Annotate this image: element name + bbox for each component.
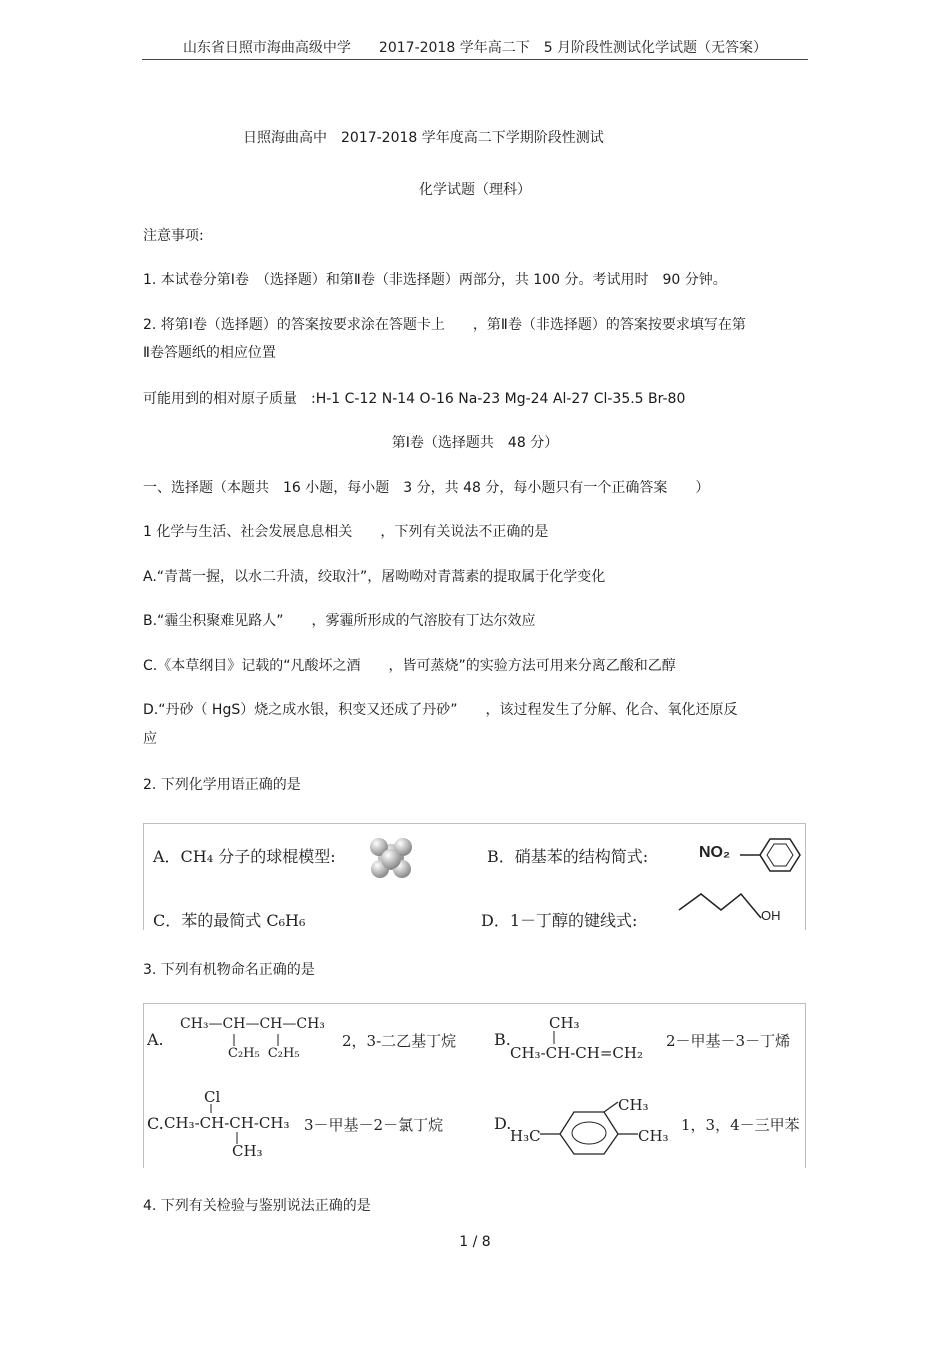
exam-title: 日照海曲高中 2017-2018 学年度高二下学期阶段性测试	[243, 130, 604, 146]
exam-subtitle: 化学试题（理科）	[419, 182, 531, 198]
q3-b-bond	[549, 1031, 569, 1045]
question-1-option-d-cont: 应	[143, 731, 157, 747]
q3-d-name: 1，3，4－三甲苯	[681, 1116, 800, 1134]
notice-heading: 注意事项:	[143, 228, 204, 244]
benzene-ring-icon	[740, 834, 804, 876]
q3-c-chloro: Cl	[204, 1088, 221, 1106]
question-2-figure	[143, 823, 806, 930]
question-1-option-d: D.“丹砂（ HgS）烧之成水银，积变又还成了丹砂” ，该过程发生了分解、化合、氧化还原反	[143, 702, 738, 718]
question-1-option-a: A.“青蒿一握，以水二升渍，绞取汁”，屠呦呦对青蒿素的提取属于化学变化	[143, 569, 606, 585]
question-2-stem: 2. 下列化学用语正确的是	[143, 777, 301, 793]
q3-b-name: 2－甲基－3－丁烯	[666, 1032, 791, 1050]
question-3-figure	[143, 1003, 806, 1168]
q3-option-c-label: C.	[147, 1114, 164, 1133]
page-header: 山东省日照市海曲高级中学 2017-2018 学年高二下 5 月阶段性测试化学试题（无答案）	[182, 40, 768, 56]
q3-b-main-chain: CH₃-CH-CH=CH₂	[510, 1044, 643, 1062]
section-instructions: 一、选择题（本题共 16 小题，每小题 3 分，共 48 分，每小题只有一个正确答案 ）	[143, 480, 710, 496]
hydroxyl-label: OH	[761, 908, 781, 923]
question-1-option-c: C.《本草纲目》记载的“凡酸坏之酒 ，皆可蒸烧”的实验方法可用来分离乙酸和乙醇	[143, 658, 676, 674]
q2-option-a: A．CH₄ 分子的球棍模型:	[153, 847, 336, 866]
question-1-stem: 1 化学与生活、社会发展息息相关 ，下列有关说法不正确的是	[143, 524, 549, 540]
q2-option-b: B．硝基苯的结构简式:	[487, 847, 649, 866]
q3-option-b-label: B.	[494, 1030, 511, 1049]
q3-a-substituents: C₂H₅ C₂H₅	[228, 1046, 300, 1061]
q3-c-main-chain: CH₃-CH-CH-CH₃	[164, 1114, 290, 1132]
atomic-masses: 可能用到的相对原子质量 :H-1 C-12 N-14 O-16 Na-23 Mg-24 Al-27 Cl-35.5 Br-80	[143, 391, 686, 407]
notice-item-2: 2. 将第Ⅰ卷（选择题）的答案按要求涂在答题卡上 ，第Ⅱ卷（非选择题）的答案按要求填写在第	[143, 317, 746, 333]
q3-c-methyl: CH₃	[232, 1142, 263, 1160]
q2-option-d: D．1－丁醇的键线式:	[481, 911, 638, 930]
notice-item-2-cont: Ⅱ卷答题纸的相应位置	[143, 345, 276, 361]
butanol-skeletal-icon	[677, 888, 772, 930]
header-rule	[142, 59, 808, 60]
question-4-stem: 4. 下列有关检验与鉴别说法正确的是	[143, 1198, 371, 1214]
notice-item-1: 1. 本试卷分第Ⅰ卷 （选择题）和第Ⅱ卷（非选择题）两部分，共 100 分。考试用时 90 分钟。	[143, 272, 727, 288]
section-title: 第Ⅰ卷（选择题共 48 分）	[391, 435, 559, 451]
q3-b-methyl: CH₃	[549, 1014, 580, 1032]
nitro-group-label: NO₂	[699, 844, 731, 861]
q2-option-c: C．苯的最简式 C₆H₆	[153, 911, 306, 930]
q3-option-a-label: A.	[147, 1030, 164, 1049]
q3-d-right-methyl: CH₃	[638, 1127, 669, 1145]
q3-d-left-methyl: H₃C	[510, 1127, 541, 1145]
q3-a-main-chain: CH₃—CH—CH—CH₃	[180, 1016, 325, 1032]
methane-ball-model-icon	[366, 831, 416, 883]
q3-option-d-label: D.	[494, 1114, 512, 1133]
q3-d-top-methyl: CH₃	[618, 1096, 649, 1114]
question-1-option-b: B.“霾尘积聚难见路人” ，雾霾所形成的气溶胶有丁达尔效应	[143, 613, 536, 629]
q3-a-name: 2，3-二乙基丁烷	[342, 1032, 457, 1050]
page-number: 1 / 8	[459, 1234, 491, 1250]
q3-c-name: 3－甲基－2－氯丁烷	[304, 1116, 444, 1134]
question-3-stem: 3. 下列有机物命名正确的是	[143, 962, 315, 978]
